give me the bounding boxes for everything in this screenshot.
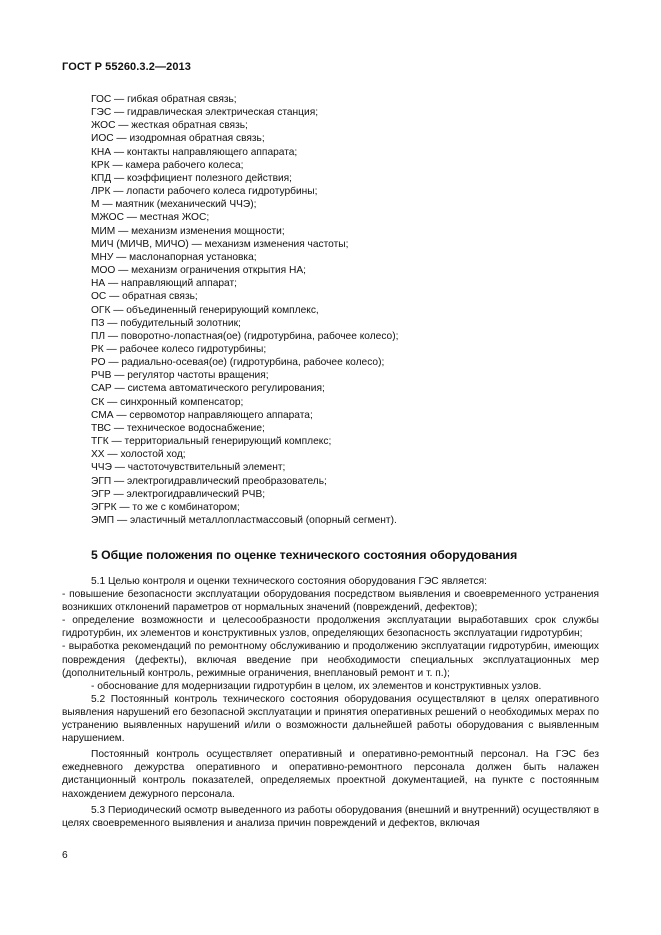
paragraph-5-2: 5.2 Постоянный контроль технического состояния оборудования осуществляют в целях оперативного выявления нарушений его безопасной эксплуатации и принятия оперативных решений о необходимых мерах по устранению выявленных нарушений и/или о возможности дальнейшей работы оборудования с выявленным нарушением. <box>62 693 599 745</box>
paragraph-5-3: 5.3 Периодический осмотр выведенного из работы оборудования (внешний и внутренний) осуществляют в целях своевременного выявления и анализа причин повреждений и дефектов, включая <box>62 804 599 829</box>
list-item: МНУ — маслонапорная установка; <box>91 251 257 263</box>
bullet-item: - повышение безопасности эксплуатации оборудования посредством выявления и своевременного устранения возникших отклонений параметров от нормальных значений (повреждений, дефектов); <box>62 589 599 614</box>
list-item: ИОС — изодромная обратная связь; <box>91 133 265 145</box>
list-item: РК — рабочее колесо гидротурбины; <box>91 343 267 355</box>
list-item: МЖОС — местная ЖОС; <box>91 212 210 224</box>
bullet-item: - определение возможности и целесообразности продолжения эксплуатации выработавших срок службы гидротурбин, их элементов и конструктивных узлов, определяющих безопасность эксплуатации гидротурбин; <box>62 615 599 640</box>
list-item: КПД — коэффициент полезного действия; <box>91 172 293 184</box>
list-item: СК — синхронный компенсатор; <box>91 396 244 408</box>
list-item: ОС — обратная связь; <box>91 291 198 303</box>
list-item: МИМ — механизм изменения мощности; <box>91 225 285 237</box>
list-item: НА — направляющий аппарат; <box>91 278 237 290</box>
list-item: СМА — сервомотор направляющего аппарата; <box>91 409 313 421</box>
bullet-item: - обоснование для модернизации гидротурбин в целом, их элементов и конструктивных узлов. <box>91 680 542 692</box>
list-item: РЧВ — регулятор частоты вращения; <box>91 370 269 382</box>
list-item: ЭГП — электрогидравлический преобразователь; <box>91 475 327 487</box>
paragraph-5-1: 5.1 Целью контроля и оценки технического состояния оборудования ГЭС является: <box>91 576 487 587</box>
list-item: ОГК — объединенный генерирующий комплекс, <box>91 304 319 316</box>
list-item: ЖОС — жесткая обратная связь; <box>91 120 248 132</box>
list-item: МОО — механизм ограничения открытия НА; <box>91 265 307 277</box>
standard-title: ГОСТ Р 55260.3.2—2013 <box>62 61 191 73</box>
list-item: КРК — камера рабочего колеса; <box>91 159 244 171</box>
list-item: ХХ — холостой ход; <box>91 449 186 461</box>
section-body <box>62 575 599 830</box>
list-item: ТГК — территориальный генерирующий комплекс; <box>91 436 332 448</box>
list-item: ЧЧЭ — частоточувствительный элемент; <box>91 462 286 474</box>
list-item: ГОС — гибкая обратная связь; <box>91 94 237 105</box>
list-item: ЛРК — лопасти рабочего колеса гидротурбины; <box>91 186 318 198</box>
list-item: М — маятник (механический ЧЧЭ); <box>91 199 257 211</box>
list-item: МИЧ (МИЧВ, МИЧО) — механизм изменения частоты; <box>91 238 349 250</box>
list-item: ПЗ — побудительный золотник; <box>91 317 241 329</box>
list-item: ЭГР — электрогидравлический РЧВ; <box>91 488 266 500</box>
list-item: САР — система автоматического регулирования; <box>91 383 325 395</box>
list-item: КНА — контакты направляющего аппарата; <box>91 146 298 158</box>
list-item: ПЛ — поворотно-лопастная(ое) (гидротурбина, рабочее колесо); <box>91 330 399 342</box>
list-item: ЭГРК — то же с комбинатором; <box>91 501 240 513</box>
bullet-item: - выработка рекомендаций по ремонтному обслуживанию и продолжению эксплуатации гидротурбин, имеющих повреждения (дефекты), включая введение при необходимости специальных эксплуатационных мер (дополнительный контроль, режимные ограничения, внеплановый ремонт и т. п.); <box>62 641 599 679</box>
paragraph-5-2-continued: Постоянный контроль осуществляет оперативный и оперативно-ремонтный персонал. На ГЭС без ежедневного дежурства оперативного и оперативно-ремонтного персонала должен быть налажен дистанционный контроль показателей, определяемых проектной документацией, на пункте с постоянным нахождением дежурного персонала. <box>62 749 599 800</box>
list-item: ТВС — техническое водоснабжение; <box>91 422 265 434</box>
list-item: ГЭС — гидравлическая электрическая станция; <box>91 107 319 119</box>
abbreviations-list <box>91 93 611 527</box>
page-number: 6 <box>62 850 68 861</box>
list-item: РО — радиально-осевая(ое) (гидротурбина, рабочее колесо); <box>91 357 385 369</box>
list-item: ЭМП — эластичный металлопластмассовый (опорный сегмент). <box>91 515 397 526</box>
section-heading: 5 Общие положения по оценке технического состояния оборудования <box>91 548 518 562</box>
